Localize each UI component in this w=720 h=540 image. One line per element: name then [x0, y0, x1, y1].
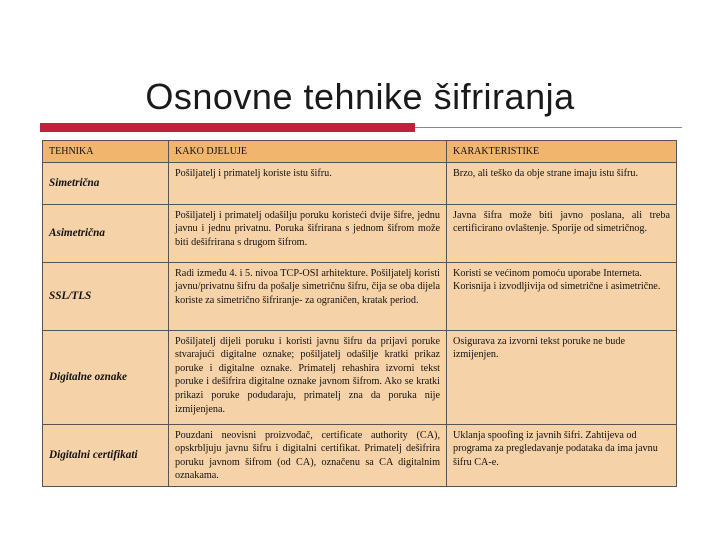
technique-characteristics: Osigurava za izvorni tekst poruke ne bude izmijenjen.: [447, 330, 677, 424]
technique-name: SSL/TLS: [43, 262, 169, 330]
table-header-row: [43, 141, 677, 163]
technique-how: Pošiljatelj i primatelj koriste istu šifru.: [169, 162, 447, 204]
encryption-techniques-table: [42, 140, 677, 487]
header-how-it-works: KAKO DJELUJE: [169, 141, 447, 163]
technique-how: Pouzdani neovisni proizvođač, certificate authority (CA), opskrbljuju javnu šifru i digitalni certifikat. Primatelj dešifrira poruku javnom šifrom (od CA), označenu sa CA digitalnim oznakama.: [169, 424, 447, 486]
technique-how: Pošiljatelj i primatelj odašilju poruku koristeći dvije šifre, jednu javnu i jednu privatnu. Poruka šifrirana s jednom šifrom može biti dešifrirana s drugom šifrom.: [169, 204, 447, 262]
technique-name: Asimetrična: [43, 204, 169, 262]
title-accent-bar: [40, 123, 415, 132]
technique-how: Pošiljatelj dijeli poruku i koristi javnu šifru da prijavi poruke stvarajući digitalne oznake; pošiljatelj odašilje kratki prikaz poruke i digitalne oznake. Primatelj rehashira izvorni tekst poruke i dešifrira digitalne oznake javnom šifrom. Ako se kratki prikazi poruke podudaraju, primatelj zna da poruka nije izmijenjena.: [169, 330, 447, 424]
table-row: [43, 162, 677, 204]
technique-characteristics: Javna šifra može biti javno poslana, ali treba certificirano ovlaštenje. Sporije od simetričnog.: [447, 204, 677, 262]
technique-name: Digitalne oznake: [43, 330, 169, 424]
technique-how: Radi između 4. i 5. nivoa TCP-OSI arhitekture. Pošiljatelj koristi javnu/privatnu šifru da pošalje simetričnu šifru, čija se oba dijela koriste za simetrično šifriranje- za ograničen, kratak period.: [169, 262, 447, 330]
table-row: [43, 204, 677, 262]
header-technique: TEHNIKA: [43, 141, 169, 163]
table-row: [43, 424, 677, 486]
technique-characteristics: Koristi se većinom pomoću uporabe Interneta. Korisnija i izvodljivija od simetrične i asimetrične.: [447, 262, 677, 330]
technique-name: Simetrična: [43, 162, 169, 204]
technique-name: Digitalni certifikati: [43, 424, 169, 486]
technique-characteristics: Uklanja spoofing iz javnih šifri. Zahtijeva od programa za pregledavanje podataka da ima javnu šifru CA-e.: [447, 424, 677, 486]
header-characteristics: KARAKTERISTIKE: [447, 141, 677, 163]
slide-title: Osnovne tehnike šifriranja: [145, 76, 575, 117]
technique-characteristics: Brzo, ali teško da obje strane imaju istu šifru.: [447, 162, 677, 204]
table-row: [43, 330, 677, 424]
table-row: [43, 262, 677, 330]
title-divider-line: [415, 127, 682, 128]
